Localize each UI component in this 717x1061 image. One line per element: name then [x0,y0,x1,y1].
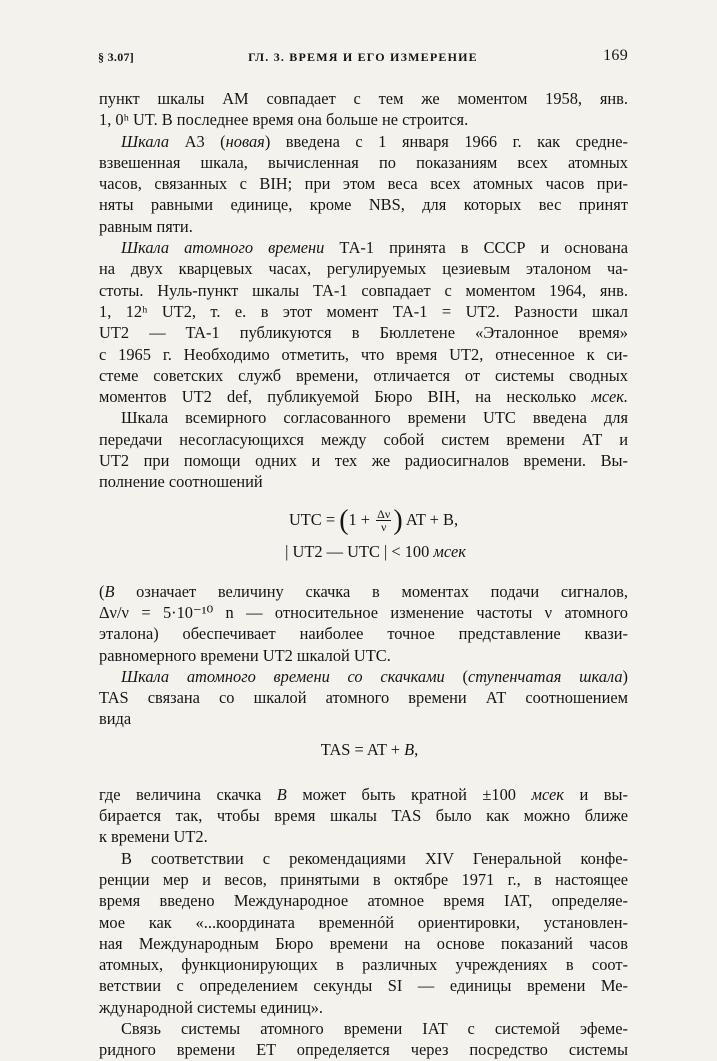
main-text [99,88,628,1061]
text-fragment: ТА-1 принята в СССР и основана [339,238,628,258]
fraction-dnu-nu [376,508,391,533]
fraction-numerator: Δν [377,507,391,522]
text-line: на двух кварцевых часах, регулируемых цезиевым эталоном ча- [99,259,628,279]
text-fragment: ) введена с 1 января 1966 г. как средне- [264,131,628,151]
term-stepped-scale: Шкала атомного времени со скачками [121,666,445,686]
fraction-denominator: ν [381,520,387,535]
symbol-b: B [404,739,415,759]
text-line: 1, 0ʰ UT. В последнее время она больше не строится. [99,110,469,130]
text-line: UT2 — TA-1 публикуются в Бюллетене «Эталонное время» [99,323,628,343]
symbol-b: B [276,784,287,804]
text-fragment: может быть кратной ±100 [302,784,516,804]
text-line [99,784,628,805]
text-line: В соответствии с рекомендациями XIV Генеральной конфе- [121,848,628,868]
text-line: Шкала всемирного согласованного времени UTC введена для [121,408,628,428]
text-fragment: моментов UT2 def, публикуемой Бюро BIH, на несколько [99,387,577,407]
text-fragment: и вы- [579,784,628,804]
formula-tas [99,736,628,764]
text-line-with-unit [99,386,628,407]
text-line: Связь системы атомного времени IAT с системой эфеме- [121,1018,628,1038]
running-header [98,47,628,69]
unit-msek: мсек [531,784,564,804]
text-line: вида [99,709,132,729]
text-line: взвешенная шкала, вычисленная по показаниям всех атомных [99,152,628,172]
symbol-b: B [104,581,115,601]
section-marker: § 3.07] [98,50,135,64]
text-line: ждународной системы единиц». [99,997,324,1017]
text-line: стоты. Нуль-пункт шкалы ТА-1 совпадает с моментом 1964, янв. [99,280,628,300]
text-line: с 1965 г. Необходимо отметить, что время UT2, отнесенное к си- [99,344,628,364]
formula-paren: ) [393,504,403,536]
text-line: няты равными единице, кроме NBS, для которых вес принят [99,195,628,215]
term-scale: Шкала [121,131,170,151]
text-line: время введено Международное атомное время IAT, определяе- [99,891,628,911]
text-line: ренции мер и весов, принятыми в октябре 1971 г., в настоящее [99,869,628,889]
text-line: UT2 при помощи одних и тех же радиосигналов времени. Вы- [99,451,628,471]
term-atomic-time-scale: Шкала атомного времени [121,238,325,258]
formula-fragment: | UT2 — UTC | < 100 [285,541,430,561]
text-line: часов, связанных с BIH; при этом веса всех атомных часов при- [99,174,628,194]
text-line: бирается так, чтобы время шкалы TAS было как можно ближе [99,806,628,826]
formula-ut2-utc [99,541,628,563]
formula-utc [99,503,628,537]
text-line: Δν/ν = 5·10⁻¹⁰ n — относительное изменение частоты ν атомного [99,602,628,622]
paragraph-ta1-first-line [99,237,628,258]
text-line: полнение соотношений [99,472,263,492]
unit-msek: мсек [433,541,466,561]
text-line: 1, 12ʰ UT2, т. е. в этот момент ТА-1 = UT2. Разности шкал [99,301,628,321]
text-line: атомных, функционирующих в различных учреждениях в соот- [99,955,628,975]
formula-fragment: , [414,739,419,759]
text-line: равномерного времени UT2 шкалой UTC. [99,645,391,665]
chapter-title: ГЛ. 3. ВРЕМЯ И ЕГО ИЗМЕРЕНИЕ [248,50,478,64]
text-line: ридного времени ET определяется через посредство системы [99,1040,628,1060]
text-line: стеме советских служб времени, отличается от системы сводных [99,365,628,385]
text-line: TAS связана со шкалой атомного времени АТ соотношением [99,688,628,708]
text-line: к времени UT2. [99,827,208,847]
page-number: 169 [603,47,628,64]
formula-fragment: AT + B, [402,509,459,529]
term-new: новая [225,131,265,151]
text-line: ветствии с определением секунды SI — единицы времени Ме- [99,976,628,996]
paragraph-a3-first-line [99,131,628,152]
text-line: (B означает величину скачка в моментах подачи сигналов, [99,581,628,601]
text-fragment: где величина скачка [99,784,262,804]
text-line: эталона) обеспечивает наиболее точное представление квази- [99,624,628,644]
formula-fragment: UTC = [288,509,340,529]
text-line: равным пяти. [99,216,193,236]
paragraph-tas-first-line: Шкала атомного времени со скачками (ступенчатая шкала) [121,666,628,686]
term-step-scale: ступенчатая шкала [467,666,623,686]
text-line: передачи несогласующихся между собой систем времени АТ и [99,429,628,449]
formula-paren: ( [339,504,349,536]
unit-msek: мсек. [591,387,628,407]
formula-fragment: TAS = AT + [320,739,405,759]
text-line: пункт шкалы АМ совпадает с тем же моментом 1958, янв. [99,89,628,108]
text-fragment: означает величину скачка в моментах подачи сигналов, [114,581,628,601]
text-line: ная Международным Бюро времени на основе показаний часов [99,933,628,953]
text-line: мое как «...координата временнóй ориентировки, установлен- [99,912,628,932]
formula-fragment: 1 + [348,509,375,529]
text-fragment: А3 ( [184,131,226,151]
